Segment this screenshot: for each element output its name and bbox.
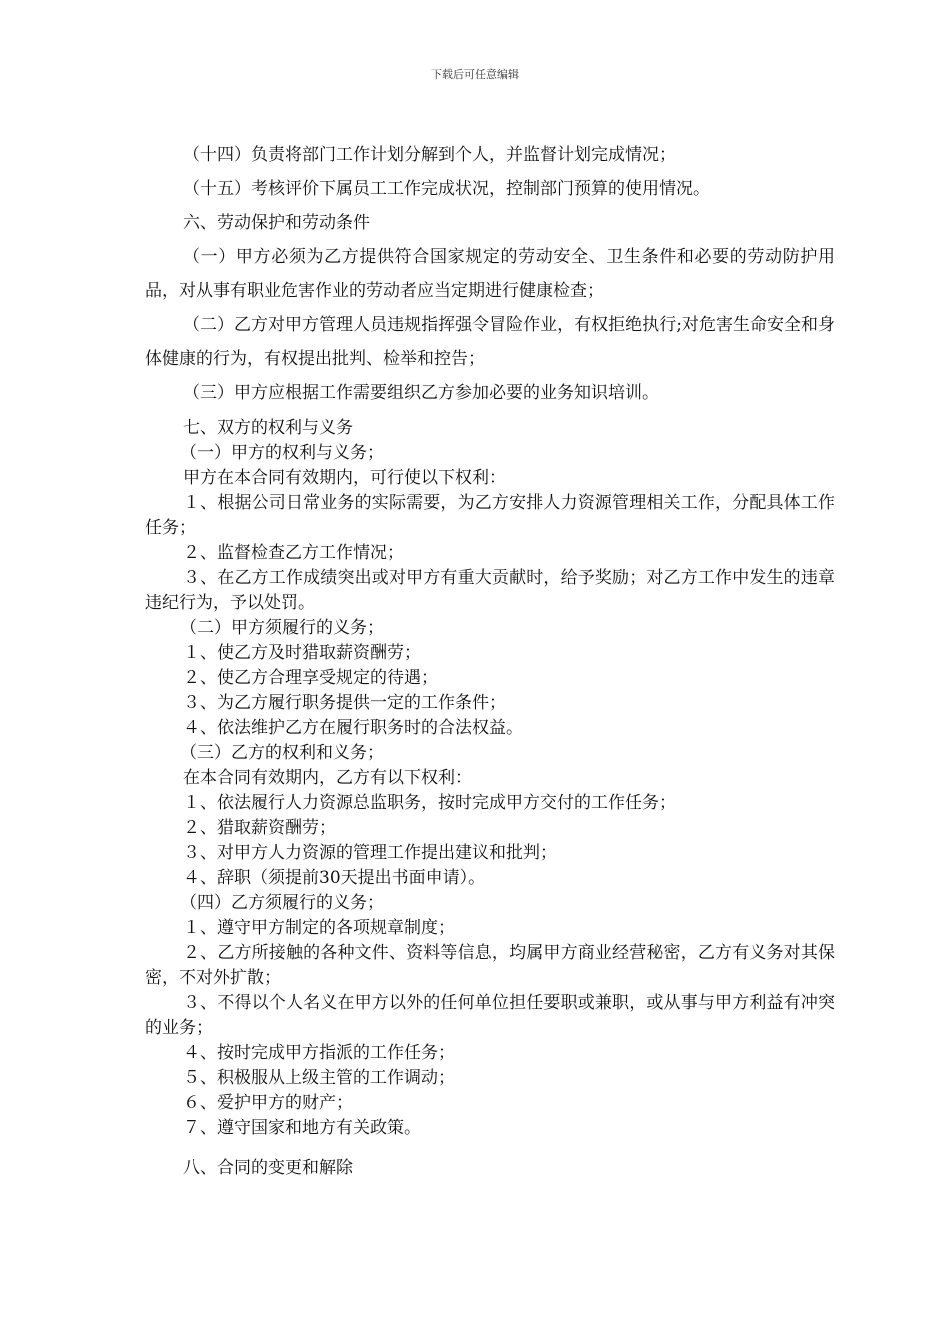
section-7-heading: 七、双方的权利与义务 xyxy=(183,418,353,438)
section-7-sub-1: （一）甲方的权利与义务； xyxy=(180,443,384,463)
list-item: ２、监督检查乙方工作情况； xyxy=(183,543,404,563)
list-item: ４、按时完成甲方指派的工作任务； xyxy=(183,1043,455,1063)
list-item: 在本合同有效期内，乙方有以下权利： xyxy=(183,768,472,788)
page-header-note: 下载后可任意编辑 xyxy=(431,68,519,81)
section-6-item-2: （二）乙方对甲方管理人员违规指挥强令冒险作业，有权拒绝执行;对危害生命安全和身体健康的行为，有权提出批判、检举和控告； xyxy=(145,315,835,369)
clause-15: （十五）考核评价下属员工工作完成状况，控制部门预算的使用情况。 xyxy=(183,179,710,199)
list-item: ６、爱护甲方的财产； xyxy=(183,1093,353,1113)
section-6-item-3: （三）甲方应根据工作需要组织乙方参加必要的业务知识培训。 xyxy=(183,383,659,403)
document-body xyxy=(145,138,835,1185)
list-item: ３、不得以个人名义在甲方以外的任何单位担任要职或兼职，或从事与甲方利益有冲突的业务； xyxy=(145,993,835,1038)
list-item: ４、辞职（须提前30天提出书面申请）。 xyxy=(183,868,486,888)
list-item: ３、在乙方工作成绩突出或对甲方有重大贡献时，给予奖励；对乙方工作中发生的违章违纪行为，予以处罚。 xyxy=(145,568,835,613)
list-item: ４、依法维护乙方在履行职务时的合法权益。 xyxy=(183,718,523,738)
list-item: ５、积极服从上级主管的工作调动； xyxy=(183,1068,455,1088)
list-item: ３、为乙方履行职务提供一定的工作条件； xyxy=(183,693,506,713)
section-6-item-1: （一）甲方必须为乙方提供符合国家规定的劳动安全、卫生条件和必要的劳动防护用品，对从事有职业危害作业的劳动者应当定期进行健康检查； xyxy=(145,247,835,301)
section-8-heading: 八、合同的变更和解除 xyxy=(183,1158,353,1178)
list-item: ７、遵守国家和地方有关政策。 xyxy=(183,1118,421,1138)
section-7-sub-2: （二）甲方须履行的义务； xyxy=(180,618,384,638)
list-item: ３、对甲方人力资源的管理工作提出建议和批判； xyxy=(183,843,557,863)
section-6-heading: 六、劳动保护和劳动条件 xyxy=(183,213,370,233)
section-7-sub-3: （三）乙方的权利和义务； xyxy=(180,743,384,763)
list-item: 甲方在本合同有效期内，可行使以下权利： xyxy=(183,468,506,488)
list-item: １、遵守甲方制定的各项规章制度； xyxy=(183,918,455,938)
list-item: ２、猎取薪资酬劳； xyxy=(183,818,336,838)
list-item: ２、使乙方合理享受规定的待遇； xyxy=(183,668,438,688)
section-7-sub-4: （四）乙方须履行的义务； xyxy=(180,893,384,913)
list-item: ２、乙方所接触的各种文件、资料等信息，均属甲方商业经营秘密，乙方有义务对其保密，不对外扩散； xyxy=(145,943,835,988)
list-item: １、依法履行人力资源总监职务，按时完成甲方交付的工作任务； xyxy=(183,793,676,813)
list-item: １、根据公司日常业务的实际需要，为乙方安排人力资源管理相关工作，分配具体工作任务； xyxy=(145,493,835,538)
clause-14: （十四）负责将部门工作计划分解到个人，并监督计划完成情况； xyxy=(183,145,676,165)
list-item: １、使乙方及时猎取薪资酬劳； xyxy=(183,643,421,663)
